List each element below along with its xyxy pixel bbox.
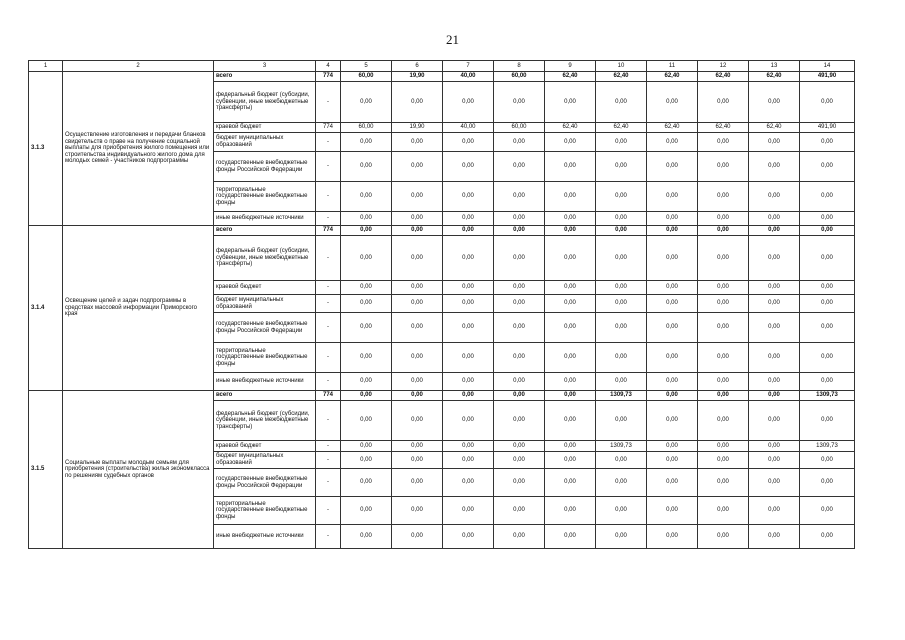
value-cell: 0,00 bbox=[698, 281, 749, 295]
table-row-total bbox=[29, 226, 855, 236]
value-cell: 0,00 bbox=[647, 373, 698, 391]
value-cell: 0,00 bbox=[596, 152, 647, 182]
budget-code-cell: - bbox=[316, 133, 341, 152]
value-cell: 0,00 bbox=[596, 281, 647, 295]
value-cell: 0,00 bbox=[443, 182, 494, 212]
budget-code-cell: - bbox=[316, 236, 341, 281]
budget-code-cell: - bbox=[316, 281, 341, 295]
value-cell: 0,00 bbox=[596, 133, 647, 152]
value-cell: 0,00 bbox=[494, 82, 545, 123]
value-cell: 0,00 bbox=[392, 281, 443, 295]
column-header-2: 2 bbox=[63, 61, 214, 72]
value-cell: 0,00 bbox=[596, 401, 647, 441]
funding-source: государственные внебюджетные фонды Российской Федерации bbox=[214, 152, 316, 182]
value-cell: 0,00 bbox=[494, 343, 545, 373]
value-cell: 0,00 bbox=[749, 401, 800, 441]
value-cell: 62,40 bbox=[698, 72, 749, 82]
value-cell: 0,00 bbox=[698, 236, 749, 281]
value-cell: 0,00 bbox=[800, 281, 855, 295]
value-cell: 0,00 bbox=[392, 152, 443, 182]
budget-code-cell: - bbox=[316, 373, 341, 391]
table-row-total bbox=[29, 391, 855, 401]
value-cell: 0,00 bbox=[341, 452, 392, 469]
value-cell: 0,00 bbox=[698, 226, 749, 236]
value-cell: 0,00 bbox=[443, 497, 494, 525]
value-cell: 0,00 bbox=[749, 452, 800, 469]
value-cell: 0,00 bbox=[749, 525, 800, 549]
value-cell: 0,00 bbox=[596, 525, 647, 549]
value-cell: 0,00 bbox=[392, 441, 443, 452]
value-cell: 0,00 bbox=[392, 212, 443, 226]
value-cell: 0,00 bbox=[800, 525, 855, 549]
value-cell: 0,00 bbox=[545, 343, 596, 373]
value-cell: 0,00 bbox=[392, 343, 443, 373]
budget-code-cell: 774 bbox=[316, 123, 341, 133]
value-cell: 0,00 bbox=[545, 182, 596, 212]
section-code: 3.1.3 bbox=[29, 72, 63, 226]
value-cell: 0,00 bbox=[443, 212, 494, 226]
value-cell: 0,00 bbox=[800, 226, 855, 236]
funding-source: всего bbox=[214, 391, 316, 401]
value-cell: 0,00 bbox=[596, 295, 647, 313]
value-cell: 0,00 bbox=[647, 152, 698, 182]
value-cell: 0,00 bbox=[698, 469, 749, 497]
value-cell: 0,00 bbox=[749, 295, 800, 313]
column-header-13: 13 bbox=[749, 61, 800, 72]
funding-source: иные внебюджетные источники bbox=[214, 212, 316, 226]
value-cell: 0,00 bbox=[443, 226, 494, 236]
value-cell: 0,00 bbox=[494, 281, 545, 295]
value-cell: 0,00 bbox=[749, 226, 800, 236]
value-cell: 0,00 bbox=[494, 313, 545, 343]
value-cell: 0,00 bbox=[545, 152, 596, 182]
value-cell: 0,00 bbox=[494, 236, 545, 281]
value-cell: 0,00 bbox=[443, 373, 494, 391]
value-cell: 0,00 bbox=[698, 343, 749, 373]
value-cell: 0,00 bbox=[596, 497, 647, 525]
value-cell: 0,00 bbox=[647, 281, 698, 295]
value-cell: 0,00 bbox=[494, 226, 545, 236]
value-cell: 0,00 bbox=[647, 82, 698, 123]
value-cell: 0,00 bbox=[800, 295, 855, 313]
value-cell: 0,00 bbox=[545, 295, 596, 313]
funding-source: бюджет муниципальных образований bbox=[214, 295, 316, 313]
value-cell: 0,00 bbox=[647, 452, 698, 469]
value-cell: 0,00 bbox=[698, 452, 749, 469]
budget-code-cell: - bbox=[316, 152, 341, 182]
value-cell: 0,00 bbox=[341, 401, 392, 441]
funding-source: федеральный бюджет (субсидии, субвенции, иные межбюджетные трансферты) bbox=[214, 82, 316, 123]
value-cell: 0,00 bbox=[545, 82, 596, 123]
value-cell: 0,00 bbox=[341, 469, 392, 497]
value-cell: 0,00 bbox=[341, 295, 392, 313]
value-cell: 0,00 bbox=[443, 133, 494, 152]
value-cell: 1309,73 bbox=[596, 391, 647, 401]
value-cell: 0,00 bbox=[596, 212, 647, 226]
value-cell: 0,00 bbox=[341, 313, 392, 343]
column-header-6: 6 bbox=[392, 61, 443, 72]
budget-code-cell: 774 bbox=[316, 391, 341, 401]
value-cell: 0,00 bbox=[698, 152, 749, 182]
value-cell: 0,00 bbox=[647, 391, 698, 401]
budget-code-cell: - bbox=[316, 343, 341, 373]
value-cell: 60,00 bbox=[494, 123, 545, 133]
value-cell: 0,00 bbox=[698, 182, 749, 212]
value-cell: 0,00 bbox=[800, 469, 855, 497]
value-cell: 60,00 bbox=[341, 72, 392, 82]
value-cell: 0,00 bbox=[800, 497, 855, 525]
value-cell: 0,00 bbox=[494, 133, 545, 152]
budget-code-cell: - bbox=[316, 182, 341, 212]
value-cell: 0,00 bbox=[392, 391, 443, 401]
value-cell: 0,00 bbox=[341, 133, 392, 152]
funding-source: государственные внебюджетные фонды Российской Федерации bbox=[214, 469, 316, 497]
value-cell: 0,00 bbox=[545, 452, 596, 469]
value-cell: 62,40 bbox=[698, 123, 749, 133]
value-cell: 0,00 bbox=[596, 313, 647, 343]
value-cell: 0,00 bbox=[647, 497, 698, 525]
table-row-total bbox=[29, 72, 855, 82]
value-cell: 0,00 bbox=[596, 469, 647, 497]
value-cell: 0,00 bbox=[749, 373, 800, 391]
value-cell: 60,00 bbox=[341, 123, 392, 133]
value-cell: 62,40 bbox=[749, 123, 800, 133]
value-cell: 0,00 bbox=[392, 182, 443, 212]
value-cell: 0,00 bbox=[749, 212, 800, 226]
value-cell: 1309,73 bbox=[800, 441, 855, 452]
value-cell: 0,00 bbox=[545, 469, 596, 497]
value-cell: 0,00 bbox=[698, 497, 749, 525]
value-cell: 0,00 bbox=[698, 82, 749, 123]
value-cell: 0,00 bbox=[392, 401, 443, 441]
value-cell: 0,00 bbox=[392, 525, 443, 549]
value-cell: 0,00 bbox=[494, 452, 545, 469]
column-header-5: 5 bbox=[341, 61, 392, 72]
budget-table bbox=[28, 60, 855, 549]
value-cell: 0,00 bbox=[392, 295, 443, 313]
value-cell: 0,00 bbox=[443, 281, 494, 295]
value-cell: 0,00 bbox=[494, 441, 545, 452]
value-cell: 0,00 bbox=[800, 373, 855, 391]
column-header-9: 9 bbox=[545, 61, 596, 72]
value-cell: 0,00 bbox=[647, 441, 698, 452]
value-cell: 60,00 bbox=[494, 72, 545, 82]
budget-code-cell: - bbox=[316, 295, 341, 313]
value-cell: 0,00 bbox=[698, 441, 749, 452]
value-cell: 0,00 bbox=[698, 133, 749, 152]
value-cell: 19,90 bbox=[392, 123, 443, 133]
value-cell: 0,00 bbox=[443, 441, 494, 452]
value-cell: 0,00 bbox=[596, 452, 647, 469]
value-cell: 0,00 bbox=[698, 295, 749, 313]
value-cell: 0,00 bbox=[749, 313, 800, 343]
value-cell: 0,00 bbox=[392, 452, 443, 469]
budget-code-cell: - bbox=[316, 441, 341, 452]
value-cell: 0,00 bbox=[341, 82, 392, 123]
value-cell: 0,00 bbox=[698, 373, 749, 391]
column-header-10: 10 bbox=[596, 61, 647, 72]
section-name: Социальные выплаты молодым семьям для приобретения (строительства) жилья экономкласса по решениям судебных органов bbox=[63, 391, 214, 549]
value-cell: 0,00 bbox=[443, 295, 494, 313]
value-cell: 40,00 bbox=[443, 72, 494, 82]
value-cell: 0,00 bbox=[749, 82, 800, 123]
value-cell: 0,00 bbox=[494, 469, 545, 497]
funding-source: территориальные государственные внебюджетные фонды bbox=[214, 497, 316, 525]
funding-source: иные внебюджетные источники bbox=[214, 373, 316, 391]
value-cell: 19,90 bbox=[392, 72, 443, 82]
funding-source: краевой бюджет bbox=[214, 281, 316, 295]
value-cell: 0,00 bbox=[647, 469, 698, 497]
funding-source: федеральный бюджет (субсидии, субвенции, иные межбюджетные трансферты) bbox=[214, 401, 316, 441]
value-cell: 0,00 bbox=[596, 236, 647, 281]
value-cell: 0,00 bbox=[698, 391, 749, 401]
value-cell: 0,00 bbox=[800, 452, 855, 469]
value-cell: 0,00 bbox=[494, 295, 545, 313]
budget-code-cell: - bbox=[316, 313, 341, 343]
header-row bbox=[29, 61, 855, 72]
value-cell: 0,00 bbox=[392, 226, 443, 236]
budget-code-cell: - bbox=[316, 452, 341, 469]
column-header-14: 14 bbox=[800, 61, 855, 72]
budget-code-cell: 774 bbox=[316, 226, 341, 236]
value-cell: 0,00 bbox=[749, 182, 800, 212]
value-cell: 0,00 bbox=[392, 469, 443, 497]
value-cell: 0,00 bbox=[596, 182, 647, 212]
value-cell: 0,00 bbox=[443, 391, 494, 401]
value-cell: 0,00 bbox=[647, 236, 698, 281]
value-cell: 0,00 bbox=[341, 441, 392, 452]
funding-source: бюджет муниципальных образований bbox=[214, 133, 316, 152]
value-cell: 0,00 bbox=[545, 313, 596, 343]
column-header-8: 8 bbox=[494, 61, 545, 72]
section-code: 3.1.4 bbox=[29, 226, 63, 391]
value-cell: 0,00 bbox=[494, 525, 545, 549]
value-cell: 0,00 bbox=[443, 152, 494, 182]
value-cell: 491,90 bbox=[800, 123, 855, 133]
value-cell: 0,00 bbox=[392, 313, 443, 343]
value-cell: 0,00 bbox=[800, 236, 855, 281]
value-cell: 0,00 bbox=[800, 82, 855, 123]
funding-source: краевой бюджет bbox=[214, 441, 316, 452]
value-cell: 0,00 bbox=[341, 182, 392, 212]
funding-source: территориальные государственные внебюджетные фонды bbox=[214, 182, 316, 212]
value-cell: 0,00 bbox=[545, 236, 596, 281]
value-cell: 0,00 bbox=[545, 391, 596, 401]
funding-source: иные внебюджетные источники bbox=[214, 525, 316, 549]
value-cell: 0,00 bbox=[596, 373, 647, 391]
value-cell: 0,00 bbox=[647, 313, 698, 343]
budget-code-cell: - bbox=[316, 469, 341, 497]
budget-code-cell: - bbox=[316, 497, 341, 525]
budget-code-cell: 774 bbox=[316, 72, 341, 82]
value-cell: 0,00 bbox=[443, 82, 494, 123]
value-cell: 0,00 bbox=[800, 152, 855, 182]
budget-code-cell: - bbox=[316, 525, 341, 549]
value-cell: 0,00 bbox=[647, 182, 698, 212]
value-cell: 0,00 bbox=[443, 236, 494, 281]
value-cell: 0,00 bbox=[647, 133, 698, 152]
budget-code-cell: - bbox=[316, 212, 341, 226]
value-cell: 0,00 bbox=[392, 236, 443, 281]
value-cell: 0,00 bbox=[800, 133, 855, 152]
value-cell: 0,00 bbox=[341, 525, 392, 549]
value-cell: 62,40 bbox=[545, 123, 596, 133]
value-cell: 62,40 bbox=[596, 72, 647, 82]
value-cell: 0,00 bbox=[698, 401, 749, 441]
value-cell: 491,90 bbox=[800, 72, 855, 82]
column-header-4: 4 bbox=[316, 61, 341, 72]
value-cell: 0,00 bbox=[749, 441, 800, 452]
value-cell: 0,00 bbox=[749, 236, 800, 281]
value-cell: 40,00 bbox=[443, 123, 494, 133]
value-cell: 0,00 bbox=[647, 295, 698, 313]
table-body bbox=[29, 72, 855, 549]
column-header-11: 11 bbox=[647, 61, 698, 72]
value-cell: 0,00 bbox=[443, 452, 494, 469]
column-header-1: 1 bbox=[29, 61, 63, 72]
value-cell: 0,00 bbox=[545, 212, 596, 226]
budget-code-cell: - bbox=[316, 82, 341, 123]
value-cell: 0,00 bbox=[494, 212, 545, 226]
value-cell: 0,00 bbox=[341, 391, 392, 401]
value-cell: 0,00 bbox=[749, 343, 800, 373]
value-cell: 0,00 bbox=[392, 82, 443, 123]
value-cell: 0,00 bbox=[545, 441, 596, 452]
value-cell: 0,00 bbox=[545, 373, 596, 391]
value-cell: 0,00 bbox=[749, 133, 800, 152]
column-header-3: 3 bbox=[214, 61, 316, 72]
value-cell: 0,00 bbox=[749, 391, 800, 401]
column-header-7: 7 bbox=[443, 61, 494, 72]
value-cell: 0,00 bbox=[443, 401, 494, 441]
funding-source: федеральный бюджет (субсидии, субвенции, иные межбюджетные трансферты) bbox=[214, 236, 316, 281]
value-cell: 0,00 bbox=[494, 182, 545, 212]
value-cell: 0,00 bbox=[341, 226, 392, 236]
value-cell: 0,00 bbox=[341, 343, 392, 373]
value-cell: 0,00 bbox=[341, 281, 392, 295]
value-cell: 0,00 bbox=[596, 343, 647, 373]
value-cell: 0,00 bbox=[545, 497, 596, 525]
value-cell: 0,00 bbox=[443, 525, 494, 549]
value-cell: 0,00 bbox=[392, 373, 443, 391]
value-cell: 0,00 bbox=[392, 497, 443, 525]
value-cell: 62,40 bbox=[596, 123, 647, 133]
value-cell: 0,00 bbox=[749, 281, 800, 295]
value-cell: 0,00 bbox=[494, 497, 545, 525]
value-cell: 0,00 bbox=[545, 525, 596, 549]
value-cell: 0,00 bbox=[545, 226, 596, 236]
budget-code-cell: - bbox=[316, 401, 341, 441]
value-cell: 0,00 bbox=[494, 401, 545, 441]
value-cell: 0,00 bbox=[647, 401, 698, 441]
value-cell: 0,00 bbox=[800, 182, 855, 212]
value-cell: 0,00 bbox=[494, 152, 545, 182]
funding-source: всего bbox=[214, 226, 316, 236]
value-cell: 0,00 bbox=[341, 152, 392, 182]
value-cell: 0,00 bbox=[341, 497, 392, 525]
value-cell: 62,40 bbox=[749, 72, 800, 82]
value-cell: 0,00 bbox=[545, 281, 596, 295]
value-cell: 0,00 bbox=[545, 401, 596, 441]
value-cell: 0,00 bbox=[341, 373, 392, 391]
value-cell: 0,00 bbox=[647, 343, 698, 373]
value-cell: 0,00 bbox=[698, 313, 749, 343]
value-cell: 0,00 bbox=[647, 226, 698, 236]
value-cell: 0,00 bbox=[494, 373, 545, 391]
value-cell: 0,00 bbox=[494, 391, 545, 401]
value-cell: 62,40 bbox=[545, 72, 596, 82]
funding-source: бюджет муниципальных образований bbox=[214, 452, 316, 469]
value-cell: 62,40 bbox=[647, 123, 698, 133]
value-cell: 0,00 bbox=[800, 212, 855, 226]
value-cell: 0,00 bbox=[800, 343, 855, 373]
value-cell: 0,00 bbox=[392, 133, 443, 152]
section-code: 3.1.5 bbox=[29, 391, 63, 549]
value-cell: 62,40 bbox=[647, 72, 698, 82]
value-cell: 0,00 bbox=[443, 343, 494, 373]
value-cell: 0,00 bbox=[341, 212, 392, 226]
value-cell: 0,00 bbox=[698, 212, 749, 226]
table-header bbox=[29, 61, 855, 72]
value-cell: 0,00 bbox=[545, 133, 596, 152]
value-cell: 0,00 bbox=[443, 313, 494, 343]
value-cell: 0,00 bbox=[596, 82, 647, 123]
value-cell: 0,00 bbox=[596, 226, 647, 236]
value-cell: 0,00 bbox=[443, 469, 494, 497]
section-name: Осуществление изготовления и передачи бланков свидетельств о праве на получение социальной выплаты для приобретения жилого помещения или строительства индивидуального жилого дома для молодых семей - участников подпрограммы bbox=[63, 72, 214, 226]
value-cell: 0,00 bbox=[341, 236, 392, 281]
funding-source: государственные внебюджетные фонды Российской Федерации bbox=[214, 313, 316, 343]
value-cell: 0,00 bbox=[647, 212, 698, 226]
value-cell: 0,00 bbox=[749, 497, 800, 525]
value-cell: 1309,73 bbox=[800, 391, 855, 401]
funding-source: краевой бюджет bbox=[214, 123, 316, 133]
section-name: Освещение целей и задач подпрограммы в средствах массовой информации Приморского края bbox=[63, 226, 214, 391]
column-header-12: 12 bbox=[698, 61, 749, 72]
value-cell: 0,00 bbox=[647, 525, 698, 549]
funding-source: всего bbox=[214, 72, 316, 82]
value-cell: 0,00 bbox=[800, 401, 855, 441]
value-cell: 1309,73 bbox=[596, 441, 647, 452]
value-cell: 0,00 bbox=[749, 152, 800, 182]
value-cell: 0,00 bbox=[749, 469, 800, 497]
page-number: 21 bbox=[446, 32, 459, 47]
value-cell: 0,00 bbox=[800, 313, 855, 343]
value-cell: 0,00 bbox=[698, 525, 749, 549]
funding-source: территориальные государственные внебюджетные фонды bbox=[214, 343, 316, 373]
